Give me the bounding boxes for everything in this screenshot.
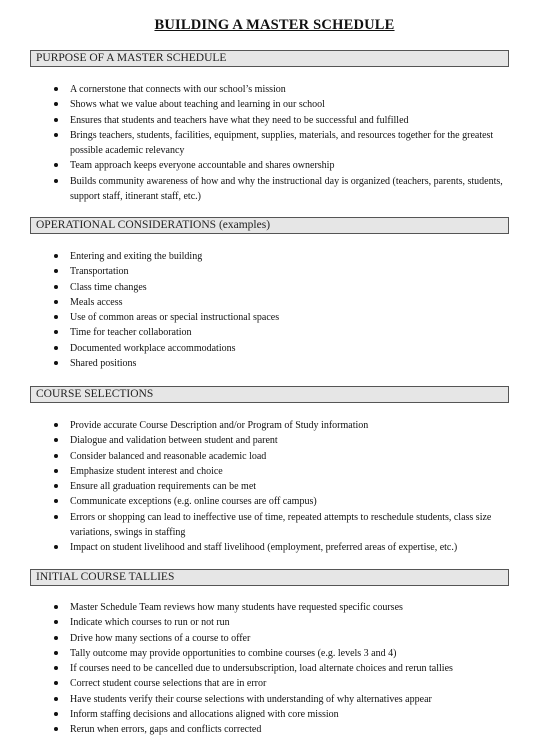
list-item: Builds community awareness of how and why the instructional day is organized (teachers, parents, students, support staff, itinerant staff, etc.) [52, 174, 514, 205]
list-item: Inform staffing decisions and allocations aligned with core mission [52, 707, 514, 722]
list-item: Entering and exiting the building [52, 249, 514, 264]
bullet-icon [54, 666, 58, 670]
list-item: Ensures that students and teachers have what they need to be successful and fulfilled [52, 113, 514, 128]
bullet-icon [54, 438, 58, 442]
list-item: Impact on student livelihood and staff livelihood (employment, preferred areas of expertise, etc.) [52, 540, 514, 555]
bullet-icon [54, 361, 58, 365]
bullet-icon [54, 727, 58, 731]
course-selections-list [52, 418, 514, 556]
bullet-icon [54, 346, 58, 350]
bullet-icon [54, 285, 58, 289]
initial-tallies-list [52, 600, 514, 738]
list-item: Use of common areas or special instructional spaces [52, 310, 514, 325]
page-title: BUILDING A MASTER SCHEDULE [154, 17, 395, 33]
list-item: Brings teachers, students, facilities, equipment, supplies, materials, and resources together for the greatest possible academic relevancy [52, 128, 514, 159]
bullet-icon [54, 315, 58, 319]
bullet-icon [54, 330, 58, 334]
list-item: Team approach keeps everyone accountable and shares ownership [52, 158, 514, 173]
section-heading-course-selections: COURSE SELECTIONS [30, 386, 509, 403]
bullet-icon [54, 87, 58, 91]
bullet-icon [54, 254, 58, 258]
bullet-icon [54, 423, 58, 427]
bullet-icon [54, 179, 58, 183]
section-heading-purpose: PURPOSE OF A MASTER SCHEDULE [30, 50, 509, 67]
list-item: A cornerstone that connects with our school’s mission [52, 82, 514, 97]
bullet-icon [54, 484, 58, 488]
list-item: Indicate which courses to run or not run [52, 615, 514, 630]
list-item: Shows what we value about teaching and learning in our school [52, 97, 514, 112]
list-item: Provide accurate Course Description and/or Program of Study information [52, 418, 514, 433]
operational-list [52, 249, 514, 371]
list-item: Tally outcome may provide opportunities to combine courses (e.g. levels 3 and 4) [52, 646, 514, 661]
purpose-list [52, 82, 514, 204]
list-item: Meals access [52, 295, 514, 310]
bullet-icon [54, 605, 58, 609]
list-item: Dialogue and validation between student and parent [52, 433, 514, 448]
list-item: Correct student course selections that are in error [52, 676, 514, 691]
list-item: Emphasize student interest and choice [52, 464, 514, 479]
bullet-icon [54, 636, 58, 640]
bullet-icon [54, 469, 58, 473]
list-item: If courses need to be cancelled due to undersubscription, load alternate choices and rerun tallies [52, 661, 514, 676]
bullet-icon [54, 118, 58, 122]
list-item: Ensure all graduation requirements can be met [52, 479, 514, 494]
bullet-icon [54, 712, 58, 716]
list-item: Transportation [52, 264, 514, 279]
list-item: Master Schedule Team reviews how many students have requested specific courses [52, 600, 514, 615]
bullet-icon [54, 269, 58, 273]
list-item: Rerun when errors, gaps and conflicts corrected [52, 722, 514, 737]
bullet-icon [54, 651, 58, 655]
bullet-icon [54, 102, 58, 106]
bullet-icon [54, 681, 58, 685]
list-item: Have students verify their course selections with understanding of why alternatives appear [52, 692, 514, 707]
bullet-icon [54, 163, 58, 167]
list-item: Time for teacher collaboration [52, 325, 514, 340]
section-heading-operational: OPERATIONAL CONSIDERATIONS (examples) [30, 217, 509, 234]
list-item: Class time changes [52, 280, 514, 295]
bullet-icon [54, 454, 58, 458]
section-heading-initial-tallies: INITIAL COURSE TALLIES [30, 569, 509, 586]
list-item: Shared positions [52, 356, 514, 371]
bullet-icon [54, 515, 58, 519]
bullet-icon [54, 620, 58, 624]
bullet-icon [54, 697, 58, 701]
list-item: Errors or shopping can lead to ineffective use of time, repeated attempts to reschedule students, class size variations, swings in staffing [52, 510, 514, 541]
bullet-icon [54, 499, 58, 503]
list-item: Documented workplace accommodations [52, 341, 514, 356]
list-item: Drive how many sections of a course to offer [52, 631, 514, 646]
bullet-icon [54, 133, 58, 137]
bullet-icon [54, 300, 58, 304]
list-item: Consider balanced and reasonable academic load [52, 449, 514, 464]
list-item: Communicate exceptions (e.g. online courses are off campus) [52, 494, 514, 509]
bullet-icon [54, 545, 58, 549]
